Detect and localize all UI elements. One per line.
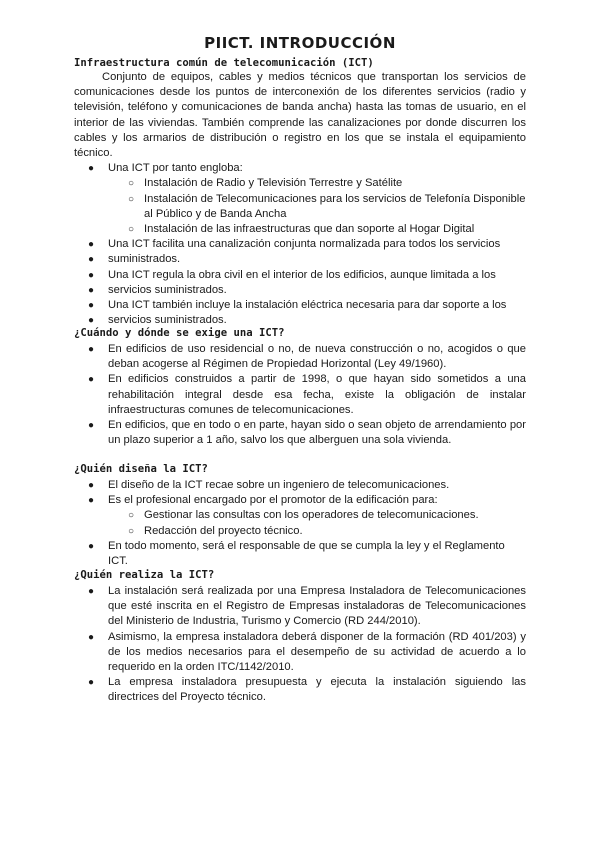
section-heading-cuando: ¿Cuándo y dónde se exige una ICT? bbox=[74, 327, 285, 339]
bullet-disc-icon: ● bbox=[88, 284, 95, 296]
sub-list-item: ○ Instalación de Radio y Televisión Terrestre y Satélite bbox=[74, 176, 526, 191]
bullet-circle-icon: ○ bbox=[128, 224, 135, 236]
list-item: ● El diseño de la ICT recae sobre un ingeniero de telecomunicaciones. bbox=[74, 478, 526, 493]
section-infraestructura bbox=[74, 70, 526, 328]
bullet-disc-icon: ● bbox=[88, 300, 95, 312]
bullet-circle-icon: ○ bbox=[128, 178, 135, 190]
sub-list-item: ○ Redacción del proyecto técnico. bbox=[74, 524, 526, 539]
list-item: ● En todo momento, será el responsable de que se cumpla la ley y el Reglamento ICT. bbox=[88, 539, 505, 568]
bullet-disc-icon: ● bbox=[88, 163, 95, 175]
list-item: ● En edificios, que en todo o en parte, hayan sido o sean objeto de arrendamiento por un plazo superior a 1 año, salvo los que alberguen una sola vivienda. bbox=[88, 419, 526, 447]
intro-paragraph: Conjunto de equipos, cables y medios técnicos que transportan los servicios de comunicaciones desde los puntos de interconexión de los diferentes servicios (radio y televisión, teléfono y comunicaciones de banda ancha) hasta las tomas de usuario, en el interior de las viviendas. También comprende las canalizaciones por donde discurren los cables y los armarios de distribución o registro en los que se instala el equipamiento técnico. bbox=[74, 71, 526, 160]
bullet-disc-icon: ● bbox=[88, 586, 95, 597]
bullet-circle-icon: ○ bbox=[128, 525, 135, 537]
list-item: ● La empresa instaladora presupuesta y ejecuta la instalación siguiendo las directrices del Proyecto técnico. bbox=[88, 676, 526, 704]
list-item: ● Una ICT regula la obra civil en el interior de los edificios, aunque limitada a los bbox=[74, 268, 526, 283]
bullet-circle-icon: ○ bbox=[128, 193, 135, 205]
bullet-disc-icon: ● bbox=[88, 315, 95, 327]
page-title: PIICT. INTRODUCCIÓN bbox=[204, 34, 396, 52]
bullet-disc-icon: ● bbox=[88, 254, 95, 266]
bullet-disc-icon: ● bbox=[88, 344, 95, 355]
list-item: ● Una ICT también incluye la instalación eléctrica necesaria para dar soporte a los bbox=[74, 298, 526, 313]
bullet-disc-icon: ● bbox=[88, 269, 95, 281]
list-item: ● En edificios de uso residencial o no, de nueva construcción o no, acogidos o que deban acogerse al Régimen de Propiedad Horizontal (Ley 49/1960). bbox=[88, 343, 526, 371]
list-item: ● suministrados. bbox=[74, 252, 526, 267]
bullet-disc-icon: ● bbox=[88, 374, 95, 386]
bullet-disc-icon: ● bbox=[88, 631, 95, 643]
bullet-disc-icon: ● bbox=[88, 677, 95, 689]
list-item: ● Es el profesional encargado por el promotor de la edificación para: bbox=[74, 493, 526, 508]
section-heading-infraestructura: Infraestructura común de telecomunicación (ICT) bbox=[74, 57, 374, 69]
list-item: ● En edificios construidos a partir de 1998, o que hayan sido sometidos a una rehabilitación integral desde esa fecha, existe la obligación de instalar infraestructuras comunes de telecomunicaciones. bbox=[88, 373, 526, 416]
bullet-disc-icon: ● bbox=[88, 480, 95, 491]
list-item: ● servicios suministrados. bbox=[74, 313, 526, 328]
list-item: ● Una ICT facilita una canalización conjunta normalizada para todos los servicios bbox=[74, 237, 526, 252]
bullet-disc-icon: ● bbox=[88, 239, 95, 251]
sub-list-item: ○ Gestionar las consultas con los operadores de telecomunicaciones. bbox=[74, 508, 526, 523]
ict-list bbox=[74, 161, 526, 328]
section-heading-quien-realiza: ¿Quién realiza la ICT? bbox=[74, 569, 215, 581]
sub-list-item: ○ Instalación de las infraestructuras que dan soporte al Hogar Digital bbox=[74, 222, 526, 237]
bullet-disc-icon: ● bbox=[88, 495, 95, 507]
bullet-disc-icon: ● bbox=[88, 540, 95, 552]
sub-list-item: ○ Instalación de Telecomunicaciones para los servicios de Telefonía Disponible al Público y de Banda Ancha bbox=[128, 192, 526, 220]
list-item: ● La instalación será realizada por una Empresa Instaladora de Telecomunicaciones que esté inscrita en el Registro de Empresas instaladoras de Telecomunicaciones del Ministerio de Industria, Turismo y Comercio (RD 244/2010). bbox=[88, 585, 526, 628]
list-item: ● Asimismo, la empresa instaladora deberá disponer de la formación (RD 401/203) y de los medios necesarios para el desempeño de su actividad de acuerdo a lo requerido en la orden ITC/1142/2010. bbox=[88, 630, 526, 674]
section-cuando bbox=[74, 342, 526, 448]
section-quien-disena bbox=[74, 478, 526, 569]
bullet-circle-icon: ○ bbox=[128, 510, 135, 522]
list-item: ● servicios suministrados. bbox=[74, 283, 526, 298]
bullet-disc-icon: ● bbox=[88, 420, 95, 432]
section-heading-quien-disena: ¿Quién diseña la ICT? bbox=[74, 463, 208, 475]
list-item: ● Una ICT por tanto engloba: bbox=[74, 161, 526, 176]
section-quien-realiza bbox=[74, 584, 526, 706]
